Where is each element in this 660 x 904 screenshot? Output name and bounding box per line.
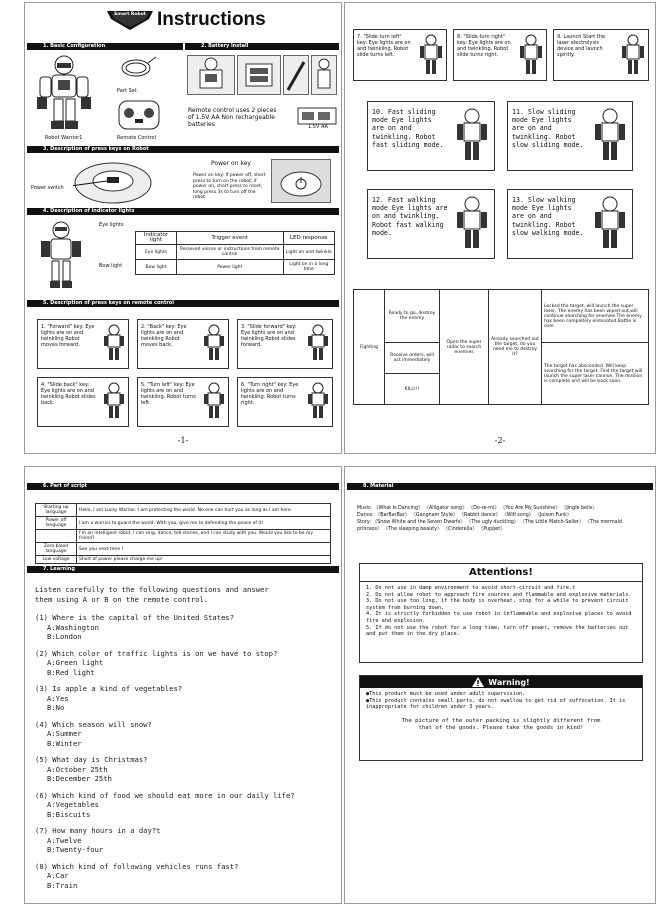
cable-coil-icon — [118, 55, 158, 81]
question-list — [35, 613, 335, 890]
robot-slide-turn-left-icon — [418, 34, 444, 78]
script-key: Zero blood language — [36, 543, 77, 556]
remote-control-illustration — [117, 99, 161, 133]
question-text: (2) Which color of traffic lights is on we have to stop? — [35, 648, 278, 658]
answer-a: A:Yes — [47, 693, 69, 703]
robot-warrior-illustration — [35, 55, 93, 137]
remote-key-box-slide-forward — [237, 319, 333, 369]
attention-item: 3. Do not use too long, if the body is overheat, stop for a while to prevent circuit system from burning down. — [366, 598, 629, 611]
fighting-left-cell: Ready to go, destroy the enemy — [385, 290, 440, 343]
manual-page-2 — [344, 2, 656, 454]
question-text: (7) How many hours in a day?t — [35, 826, 161, 835]
section-header-remote-keys: 5. Description of press keys on remote control — [27, 300, 339, 307]
robot-fast-walking-icon — [454, 196, 490, 254]
power-on-key-photo — [271, 159, 331, 203]
question-text: (3) Is apple a kind of vegetables? — [35, 684, 183, 693]
eye-lights-label: Eye lights — [99, 222, 124, 228]
script-key: Power off language — [36, 517, 77, 530]
question-text: (6) Which kind of food we should eat more in our daily life? — [35, 790, 295, 800]
screwdriver-icon — [284, 56, 308, 94]
part-set-label: Part Set — [117, 88, 137, 94]
robot-side-icon — [312, 56, 336, 94]
robot-turn-left-icon — [202, 382, 226, 422]
robot-back-icon — [202, 324, 226, 364]
question-item — [35, 720, 335, 749]
key-box-slide-turn-left — [353, 29, 447, 81]
remote-key-box-back — [137, 319, 229, 369]
answer-b: B:Train — [47, 880, 78, 890]
material-list — [357, 505, 647, 533]
script-text: Hello, I am Lucky Warrior. I am protecting the world. No one can hurt you as long as I am here. — [77, 504, 331, 517]
page-title: Instructions — [157, 9, 266, 30]
remote-key-text: 5. "Turn left" key: Eye lights are on and twinkling. Robot turns left. — [141, 382, 196, 406]
indicator-cell: Bow light — [136, 260, 177, 275]
answer-a: A:Car — [47, 871, 69, 880]
mode-text: 13. Slow walking mode Eye lights are on and twinkling. Robot slow walking mode. — [512, 196, 584, 237]
indicator-cell: Received voices or instructions from remote control — [176, 245, 283, 260]
fighting-label: Fighting — [354, 290, 385, 405]
manual-page-1 — [24, 2, 342, 454]
material-music: Music: 《What Is Dancing》 《Alligator song》 《Do-re-mi》 《You Are My Sunshine》 《Jingle bells》 — [357, 506, 597, 511]
bullet-icon: ● — [366, 697, 370, 704]
attention-item: 1. Do not use in damp environment to avoid short-circuit and fire.t — [366, 585, 576, 591]
warning-text: This product contains small parts, do not swallow to get rid of suffocation. It is inappropriate for children under 3 years. — [366, 697, 626, 711]
script-text: I am a warrior to guard the world. With you, give me to defending the peace of it! — [77, 517, 331, 530]
remote-key-text: 4. "Slide back" key: Eye lights are on and twinkling Robot slides back. — [41, 382, 96, 406]
power-on-key-description: Power on key: If power off, short press to turn on the robot; if power on, short press to reset, long press 3s to turn off the robot. — [193, 173, 266, 201]
section-header-script: 6. Part of script — [27, 483, 339, 490]
question-item — [35, 826, 335, 855]
attention-item: 5. If do not use the robot for a long time, turn off power, remove the batteries out and put them in the dry place. — [366, 624, 629, 638]
section-header-material: 8. Material — [347, 483, 653, 490]
warning-item — [366, 691, 636, 698]
script-key — [36, 530, 77, 543]
fighting-question-cell: Already searched out the target, do you need me to destroy it? — [489, 290, 542, 405]
bow-light-label: Bow light — [99, 263, 123, 269]
material-dance: Dance: 《BarBarBar》 《Gangnam Style》 《Rabbit dance》 《Wifi song》 《Joison Funk》 — [357, 513, 572, 518]
power-button-icon — [272, 160, 330, 202]
page-number: -2- — [494, 436, 506, 445]
mode-box-fast-sliding — [367, 101, 495, 171]
answer-a: A:Vegetables — [47, 800, 99, 809]
warning-item — [366, 698, 636, 711]
answer-b: B:No — [47, 703, 65, 712]
indicator-header-3: LED response — [283, 232, 334, 245]
battery-photo-1 — [187, 55, 235, 95]
attentions-box — [359, 563, 643, 663]
answer-b: B:Winter — [47, 738, 82, 748]
script-text: Short of power please charge me up! — [77, 556, 331, 564]
robot-slow-sliding-icon — [592, 108, 628, 166]
question-item — [35, 613, 335, 642]
attentions-list — [360, 582, 642, 641]
robot-indicator-illustration — [41, 221, 81, 291]
remote-key-text: 2. "Back" key: Eye lights are on and twinkling Robot moves back. — [141, 324, 187, 348]
question-item — [35, 649, 335, 678]
script-key: Starting up language — [36, 504, 77, 517]
fighting-flow-table — [353, 289, 649, 405]
brand-logo-text: Smart Robot — [114, 12, 146, 17]
battery-compartment-icon — [238, 56, 280, 94]
bullet-icon: ● — [366, 691, 370, 697]
warning-title: Warning! — [488, 677, 530, 687]
question-item — [35, 862, 335, 891]
remote-key-text: 6. "Turn right" key: Eye lights are on and twinkling. Robot turns right. — [241, 382, 299, 406]
answer-b: B:London — [47, 632, 82, 641]
question-text: (5) What day is Christmas? — [35, 755, 148, 764]
manual-page-4 — [344, 466, 656, 904]
warning-triangle-icon — [472, 677, 484, 687]
indicator-header-2: Trigger event — [176, 232, 283, 245]
robot-slide-turn-right-icon — [518, 34, 544, 78]
key-box-slide-turn-right — [453, 29, 547, 81]
remote-key-box-slide-back — [37, 377, 129, 427]
key-text: 8. "Slide turn right" key: Eye lights are on and twinkling. Robot slide turns right. — [457, 34, 511, 58]
robot-back-icon — [188, 56, 234, 94]
section-header-learning: 7. Learning — [27, 566, 339, 573]
question-item — [35, 684, 335, 713]
battery-photo-2 — [237, 55, 281, 95]
warning-box — [359, 675, 643, 761]
robot-back-power-switch-photo — [73, 161, 153, 205]
robot-slide-forward-icon — [306, 324, 330, 364]
answer-a: A:Twelve — [47, 835, 82, 845]
section-header-battery-install: 2. Battery install — [185, 43, 339, 50]
question-text: (8) Which kind of following vehicles runs fast? — [35, 861, 239, 871]
power-switch-label: Power switch — [31, 185, 64, 191]
robot-forward-icon — [102, 324, 126, 364]
section-header-robot-keys: 3. Description of press keys on Robot — [27, 146, 339, 153]
fighting-right-cell: The target has absconded. Will keep searching for the target. Find the target will launch the super laser cannon. The mission is complete and will be back soon. — [542, 343, 649, 405]
mode-text: 11. Slow sliding mode Eye lights are on and twinkling. Robot slow sliding mode. — [512, 108, 584, 149]
material-story: Story: 《Snow White and the Seven Dwarfs》 《The ugly duckling》 《The Little Match-Seller》 《The mermaid princess》 《The sleeping beauty》 《Cinderella》 《Puppet》 — [357, 520, 622, 532]
remote-control-label: Remote Control — [117, 135, 156, 141]
attention-item: 4. It is strictly forbidden to use robot in inflammable and explosive places to avoid fire and explosion. — [366, 611, 632, 624]
remote-key-text: 3. "Slide forward" key: Eye lights are on and twinkling Robot slides forward. — [241, 324, 297, 348]
packing-note: The picture of the outer packing is slightly different from that of the goods. Please take the goods in kind! — [401, 717, 601, 731]
robot-fast-sliding-icon — [454, 108, 490, 166]
indicator-cell: Eye lights — [136, 245, 177, 260]
answer-b: B:Biscuits — [47, 809, 91, 819]
robot-slow-walking-icon — [592, 196, 628, 254]
answer-a: A:Washington — [47, 622, 99, 632]
answer-b: B:December 25th — [47, 774, 112, 783]
attention-item: 2. Do not allow robot to approach fire sources and flammable and explosive materials. — [366, 591, 632, 598]
question-text: (4) Which season will snow? — [35, 719, 152, 729]
fighting-left-cell: Receive orders, will act immediately — [385, 343, 440, 374]
key-text: 7. "Slide turn left" key: Eye lights are on and twinkling. Robot slide turns left. — [357, 34, 411, 58]
answer-a: A:Summer — [47, 729, 82, 738]
question-item — [35, 755, 335, 784]
fighting-left-cell: KILL!!! — [385, 374, 440, 405]
robot-launch-icon — [620, 34, 646, 78]
section-header-basic-config: 1. Basic Configuration — [27, 43, 183, 50]
indicator-table — [135, 231, 335, 275]
indicator-cell: Light on and twinkle — [283, 245, 334, 260]
robot-label: Robot Warrior1 — [45, 135, 83, 141]
fighting-right-cell: Locked the target, will launch the super laser, The enemy has been wiped out,will continue searching for enemies.The enemy has been completely eliminated.Battle is over. — [542, 290, 649, 343]
remote-key-box-turn-right — [237, 377, 333, 427]
remote-key-box-turn-left — [137, 377, 229, 427]
key-text: 9. Launch Start the laser electrolysis device and launch spiritly. — [557, 34, 606, 58]
script-text: I'm an intelligent robot. I can sing, dance, tell stories, and I can study with you. Would you like to be my friend? — [77, 530, 331, 543]
brand-logo — [107, 9, 153, 31]
mode-box-slow-sliding — [507, 101, 633, 171]
indicator-cell: Light on in a long time — [283, 260, 334, 275]
battery-photo-4 — [311, 55, 337, 95]
robot-turn-right-icon — [306, 382, 330, 422]
mode-text: 12. Fast walking mode Eye lights are on and twinkling. Robot fast walking mode. — [372, 196, 448, 237]
power-on-key-label: Power on key — [211, 160, 251, 167]
remote-key-text: 1. "Forward" key: Eye lights are on and twinkling Robot moves forward. — [41, 324, 95, 348]
page-number: -1- — [177, 436, 189, 445]
warning-text: This product must be used under adult supervision. — [369, 691, 526, 697]
key-box-launch — [553, 29, 649, 81]
battery-instructions: Remote control uses 2 pieces of 1.5V AA Non rechargeable batteries — [188, 107, 277, 128]
question-item — [35, 791, 335, 820]
script-text: See you next time ! — [77, 543, 331, 556]
battery-size-label: 1.5V AA — [308, 124, 328, 130]
robot-slide-back-icon — [102, 382, 126, 422]
fighting-radar-cell: Open the super radar to search enemies — [440, 290, 489, 405]
answer-b: B:Red light — [47, 667, 95, 677]
mode-text: 10. Fast sliding mode Eye lights are on and twinkling. Robot fast sliding mode. — [372, 108, 444, 149]
script-table — [35, 503, 331, 564]
answer-a: A:Green light — [47, 658, 104, 667]
answer-b: B:Twenty-four — [47, 845, 104, 854]
manual-page-3 — [24, 466, 342, 904]
battery-photo-3 — [283, 55, 309, 95]
remote-key-box-forward — [37, 319, 129, 369]
warning-header — [360, 676, 642, 688]
indicator-header-1: Indicator light — [136, 232, 177, 245]
warning-list — [360, 688, 642, 714]
question-text: (1) Where is the capital of the United States? — [35, 613, 235, 622]
mode-box-slow-walking — [507, 189, 633, 259]
learning-intro: Listen carefully to the following questions and answer them using A or B on the remote control. — [35, 585, 269, 604]
answer-a: A:October 25th — [47, 764, 108, 774]
attentions-title: Attentions! — [360, 567, 642, 582]
script-key: Low voltage — [36, 556, 77, 564]
mode-box-fast-walking — [367, 189, 495, 259]
section-header-indicator-lights: 4. Description of indicator lights — [27, 208, 339, 215]
indicator-cell: Power light — [176, 260, 283, 275]
